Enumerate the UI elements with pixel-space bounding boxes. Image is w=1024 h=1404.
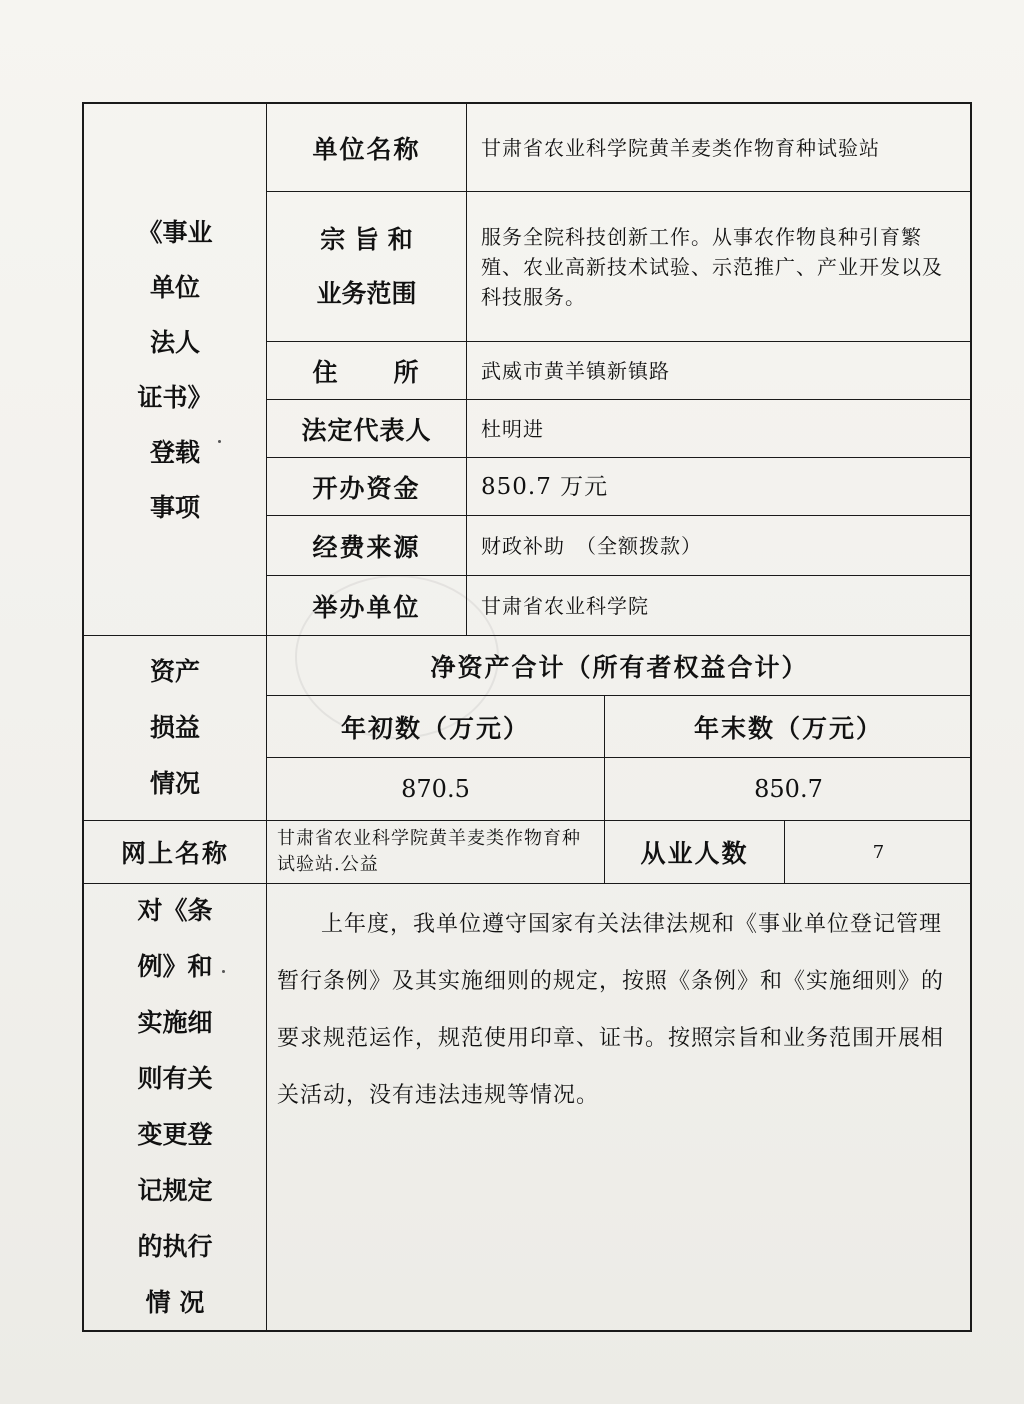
address-value: 武威市黄羊镇新镇路 <box>467 342 972 400</box>
funding-source-value: 财政补助 （全额拨款） <box>467 516 972 576</box>
funding-source-label: 经费来源 <box>267 516 467 576</box>
online-name-label: 网上名称 <box>84 821 267 884</box>
scan-speck <box>222 970 225 973</box>
registration-title-line: 《事业 <box>137 217 213 247</box>
online-name-value: 甘肃省农业科学院黄羊麦类作物育种试验站.公益 <box>267 821 605 884</box>
compliance-title-line: 的执行 <box>137 1232 213 1261</box>
purpose-scope-value: 服务全院科技创新工作。从事农作物良种引育繁殖、农业高新技术试验、示范推广、产业开发以及科技服务。 <box>467 192 972 342</box>
unit-name-value: 甘肃省农业科学院黄羊麦类作物育种试验站 <box>467 104 972 192</box>
scan-speck <box>218 440 221 443</box>
registration-title-line: 单位 <box>149 272 200 302</box>
unit-name-label: 单位名称 <box>267 104 467 192</box>
sponsor-label: 举办单位 <box>267 576 467 636</box>
compliance-title-line: 记规定 <box>137 1176 213 1205</box>
legal-rep-value: 杜明进 <box>467 400 972 458</box>
legal-rep-label: 法定代表人 <box>267 400 467 458</box>
staff-count-value: 7 <box>785 821 972 884</box>
registration-section-title <box>84 104 267 636</box>
staff-count-label: 从业人数 <box>605 821 785 884</box>
compliance-section-title <box>84 884 267 1330</box>
compliance-title-line: 则有关 <box>137 1064 213 1093</box>
registration-title-line: 登载 <box>149 437 200 467</box>
compliance-text: 上年度，我单位遵守国家有关法律法规和《事业单位登记管理暂行条例》及其实施细则的规定，按照《条例》和《实施细则》的要求规范运作，规范使用印章、证书。按照宗旨和业务范围开展相关活动，没有违法违规等情况。 <box>277 912 945 1108</box>
compliance-title-line: 对《条 <box>137 896 213 925</box>
purpose-label-line: 业务范围 <box>316 278 417 308</box>
assets-title-line: 资产 <box>149 657 200 686</box>
compliance-title-line: 变更登 <box>137 1120 213 1149</box>
report-form-table <box>82 102 972 1332</box>
purpose-scope-label <box>267 192 467 342</box>
purpose-label-line: 宗 旨 和 <box>320 224 413 254</box>
registration-title-line: 事项 <box>149 492 200 522</box>
assets-title-line: 情况 <box>149 769 200 798</box>
end-year-label: 年末数（万元） <box>605 696 972 758</box>
registration-title-line: 证书》 <box>137 382 213 412</box>
sponsor-value: 甘肃省农业科学院 <box>467 576 972 636</box>
net-assets-header: 净资产合计（所有者权益合计） <box>267 636 972 696</box>
capital-label: 开办资金 <box>267 458 467 516</box>
compliance-title-line: 实施细 <box>137 1008 213 1037</box>
capital-value: 850.7 万元 <box>467 458 972 516</box>
assets-title-line: 损益 <box>149 713 200 742</box>
begin-year-label: 年初数（万元） <box>267 696 605 758</box>
compliance-title-line: 情 况 <box>145 1288 205 1317</box>
compliance-title-line: 例》和 <box>137 952 213 981</box>
address-label: 住 所 <box>267 342 467 400</box>
begin-year-value: 870.5 <box>267 758 605 821</box>
assets-section-title <box>84 636 267 821</box>
end-year-value: 850.7 <box>605 758 972 821</box>
registration-title-line: 法人 <box>149 327 200 357</box>
